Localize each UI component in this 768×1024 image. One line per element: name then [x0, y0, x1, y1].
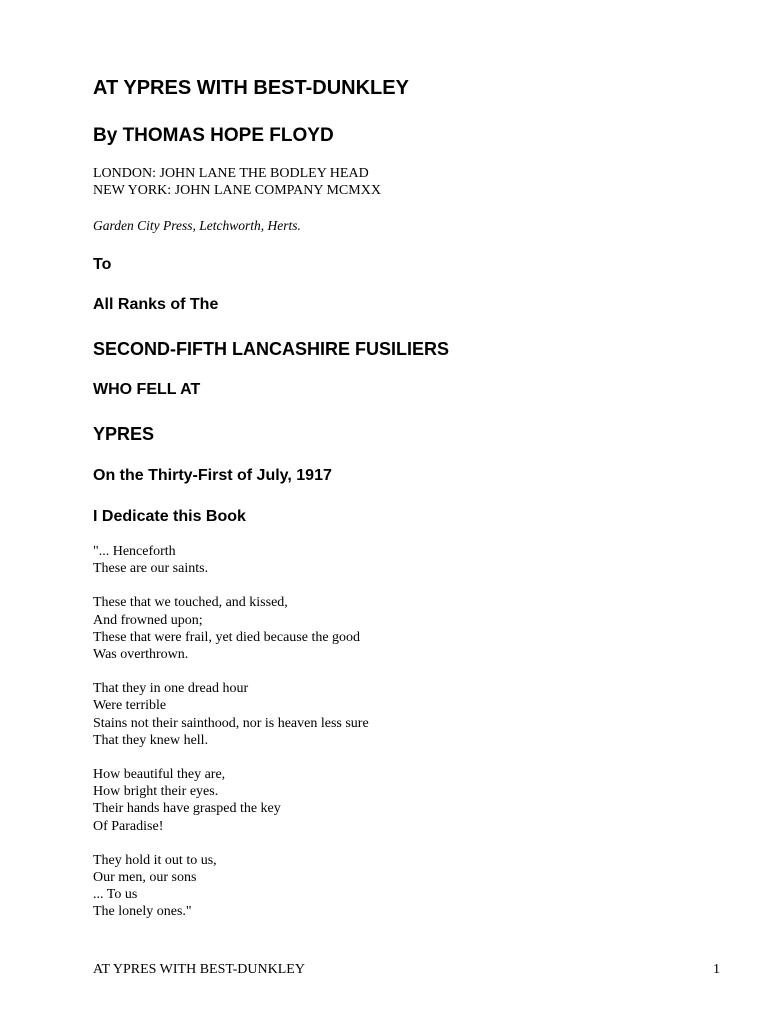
poem-line: Our men, our sons [93, 870, 197, 886]
dedication-ranks: All Ranks of The [93, 296, 219, 313]
poem-line: Their hands have grasped the key [93, 801, 281, 817]
printer-line: Garden City Press, Letchworth, Herts. [93, 218, 301, 233]
dedication-fell: WHO FELL AT [93, 381, 201, 398]
poem-line: And frowned upon; [93, 612, 203, 628]
dedication-place: YPRES [93, 424, 155, 444]
poem-line: They hold it out to us, [93, 852, 217, 868]
poem-line: The lonely ones." [93, 904, 192, 920]
poem-stanza [93, 766, 369, 835]
poem-line: That they in one dread hour [93, 681, 249, 697]
page-number: 1 [713, 962, 720, 977]
poem-line: Was overthrown. [93, 647, 189, 663]
poem-line: These are our saints. [93, 561, 209, 577]
poem-line: Were terrible [93, 698, 167, 714]
dedication-book: I Dedicate this Book [93, 508, 246, 525]
dedication-poem [93, 543, 369, 938]
publisher-newyork: NEW YORK: JOHN LANE COMPANY MCMXX [93, 183, 381, 198]
publisher-london: LONDON: JOHN LANE THE BODLEY HEAD [93, 166, 369, 181]
poem-line: These that we touched, and kissed, [93, 595, 288, 611]
poem-line: How beautiful they are, [93, 767, 226, 783]
poem-line: How bright their eyes. [93, 784, 219, 800]
poem-line: Stains not their sainthood, nor is heaven less sure [93, 715, 369, 731]
poem-stanza [93, 543, 369, 577]
poem-stanza [93, 680, 369, 749]
footer-title: AT YPRES WITH BEST-DUNKLEY [93, 962, 305, 977]
poem-stanza [93, 852, 369, 921]
poem-line: Of Paradise! [93, 818, 164, 834]
poem-line: ... To us [93, 887, 138, 903]
dedication-date: On the Thirty-First of July, 1917 [93, 467, 332, 484]
poem-stanza [93, 594, 369, 663]
book-author: By THOMAS HOPE FLOYD [93, 125, 334, 146]
dedication-to: To [93, 256, 112, 273]
dedication-regiment: SECOND-FIFTH LANCASHIRE FUSILIERS [93, 339, 450, 359]
publisher-info [93, 165, 381, 199]
book-title: AT YPRES WITH BEST-DUNKLEY [93, 77, 409, 99]
poem-line: "... Henceforth [93, 544, 176, 559]
poem-line: These that were frail, yet died because the good [93, 629, 361, 645]
poem-line: That they knew hell. [93, 732, 209, 748]
